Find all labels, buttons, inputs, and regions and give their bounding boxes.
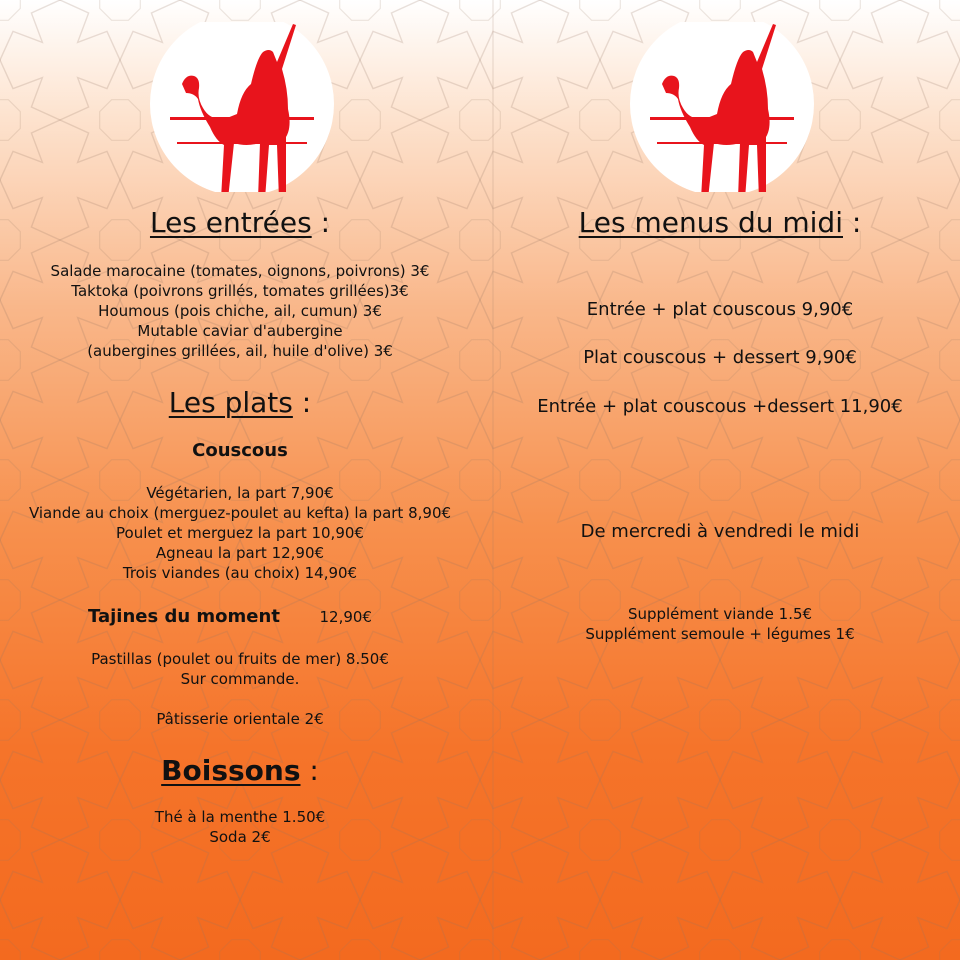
- boissons-colon: :: [309, 754, 319, 787]
- couscous-item: Trois viandes (au choix) 14,90€: [122, 564, 358, 582]
- pastillas-item: Pastillas (poulet ou fruits de mer) 8.50€: [91, 650, 389, 668]
- entree-item: Mutable caviar d'aubergine: [137, 322, 343, 340]
- plats-title: Les plats: [168, 386, 293, 419]
- entree-item: (aubergines grillées, ail, huile d'olive) 3€: [87, 342, 393, 360]
- camel-rider-logo-icon: [622, 22, 822, 192]
- boissons-heading: [0, 754, 480, 787]
- boisson-item: Thé à la menthe 1.50€: [154, 808, 326, 826]
- menus-colon: :: [851, 206, 862, 239]
- tajines-price: 12,90€: [319, 608, 372, 626]
- couscous-item: Poulet et merguez la part 10,90€: [116, 524, 364, 542]
- menu-item: Entrée + plat couscous +dessert 11,90€: [537, 396, 903, 417]
- menus-title: Les menus du midi: [578, 206, 843, 239]
- supplement-item: Supplément viande 1.5€: [627, 605, 813, 623]
- tajines-label: Tajines du moment: [88, 606, 280, 627]
- supplement-item: Supplément semoule + légumes 1€: [585, 625, 855, 643]
- entrees-heading: [0, 206, 480, 239]
- patisserie-item: Pâtisserie orientale 2€: [156, 710, 324, 728]
- menu-item: Entrée + plat couscous 9,90€: [586, 299, 854, 320]
- boissons-title: Boissons: [161, 754, 301, 787]
- plats-colon: :: [301, 386, 312, 419]
- entree-item: Houmous (pois chiche, ail, cumun) 3€: [98, 302, 382, 320]
- couscous-item: Viande au choix (merguez-poulet au kefta) la part 8,90€: [28, 504, 452, 522]
- tajines-line: [0, 606, 470, 627]
- boisson-item: Soda 2€: [209, 828, 271, 846]
- entrees-colon: :: [320, 206, 331, 239]
- menus-heading: [480, 206, 960, 239]
- camel-rider-logo-icon: [142, 22, 342, 192]
- couscous-subtitle: Couscous: [192, 440, 288, 461]
- menu-item: Plat couscous + dessert 9,90€: [583, 347, 857, 368]
- entree-item: Salade marocaine (tomates, oignons, poivrons) 3€: [50, 262, 430, 280]
- couscous-item: Agneau la part 12,90€: [155, 544, 325, 562]
- schedule-text: De mercredi à vendredi le midi: [580, 521, 860, 542]
- entrees-title: Les entrées: [149, 206, 312, 239]
- pastillas-note: Sur commande.: [180, 670, 300, 688]
- plats-heading: [0, 386, 480, 419]
- entree-item: Taktoka (poivrons grillés, tomates grillées)3€: [71, 282, 409, 300]
- couscous-item: Végétarien, la part 7,90€: [146, 484, 334, 502]
